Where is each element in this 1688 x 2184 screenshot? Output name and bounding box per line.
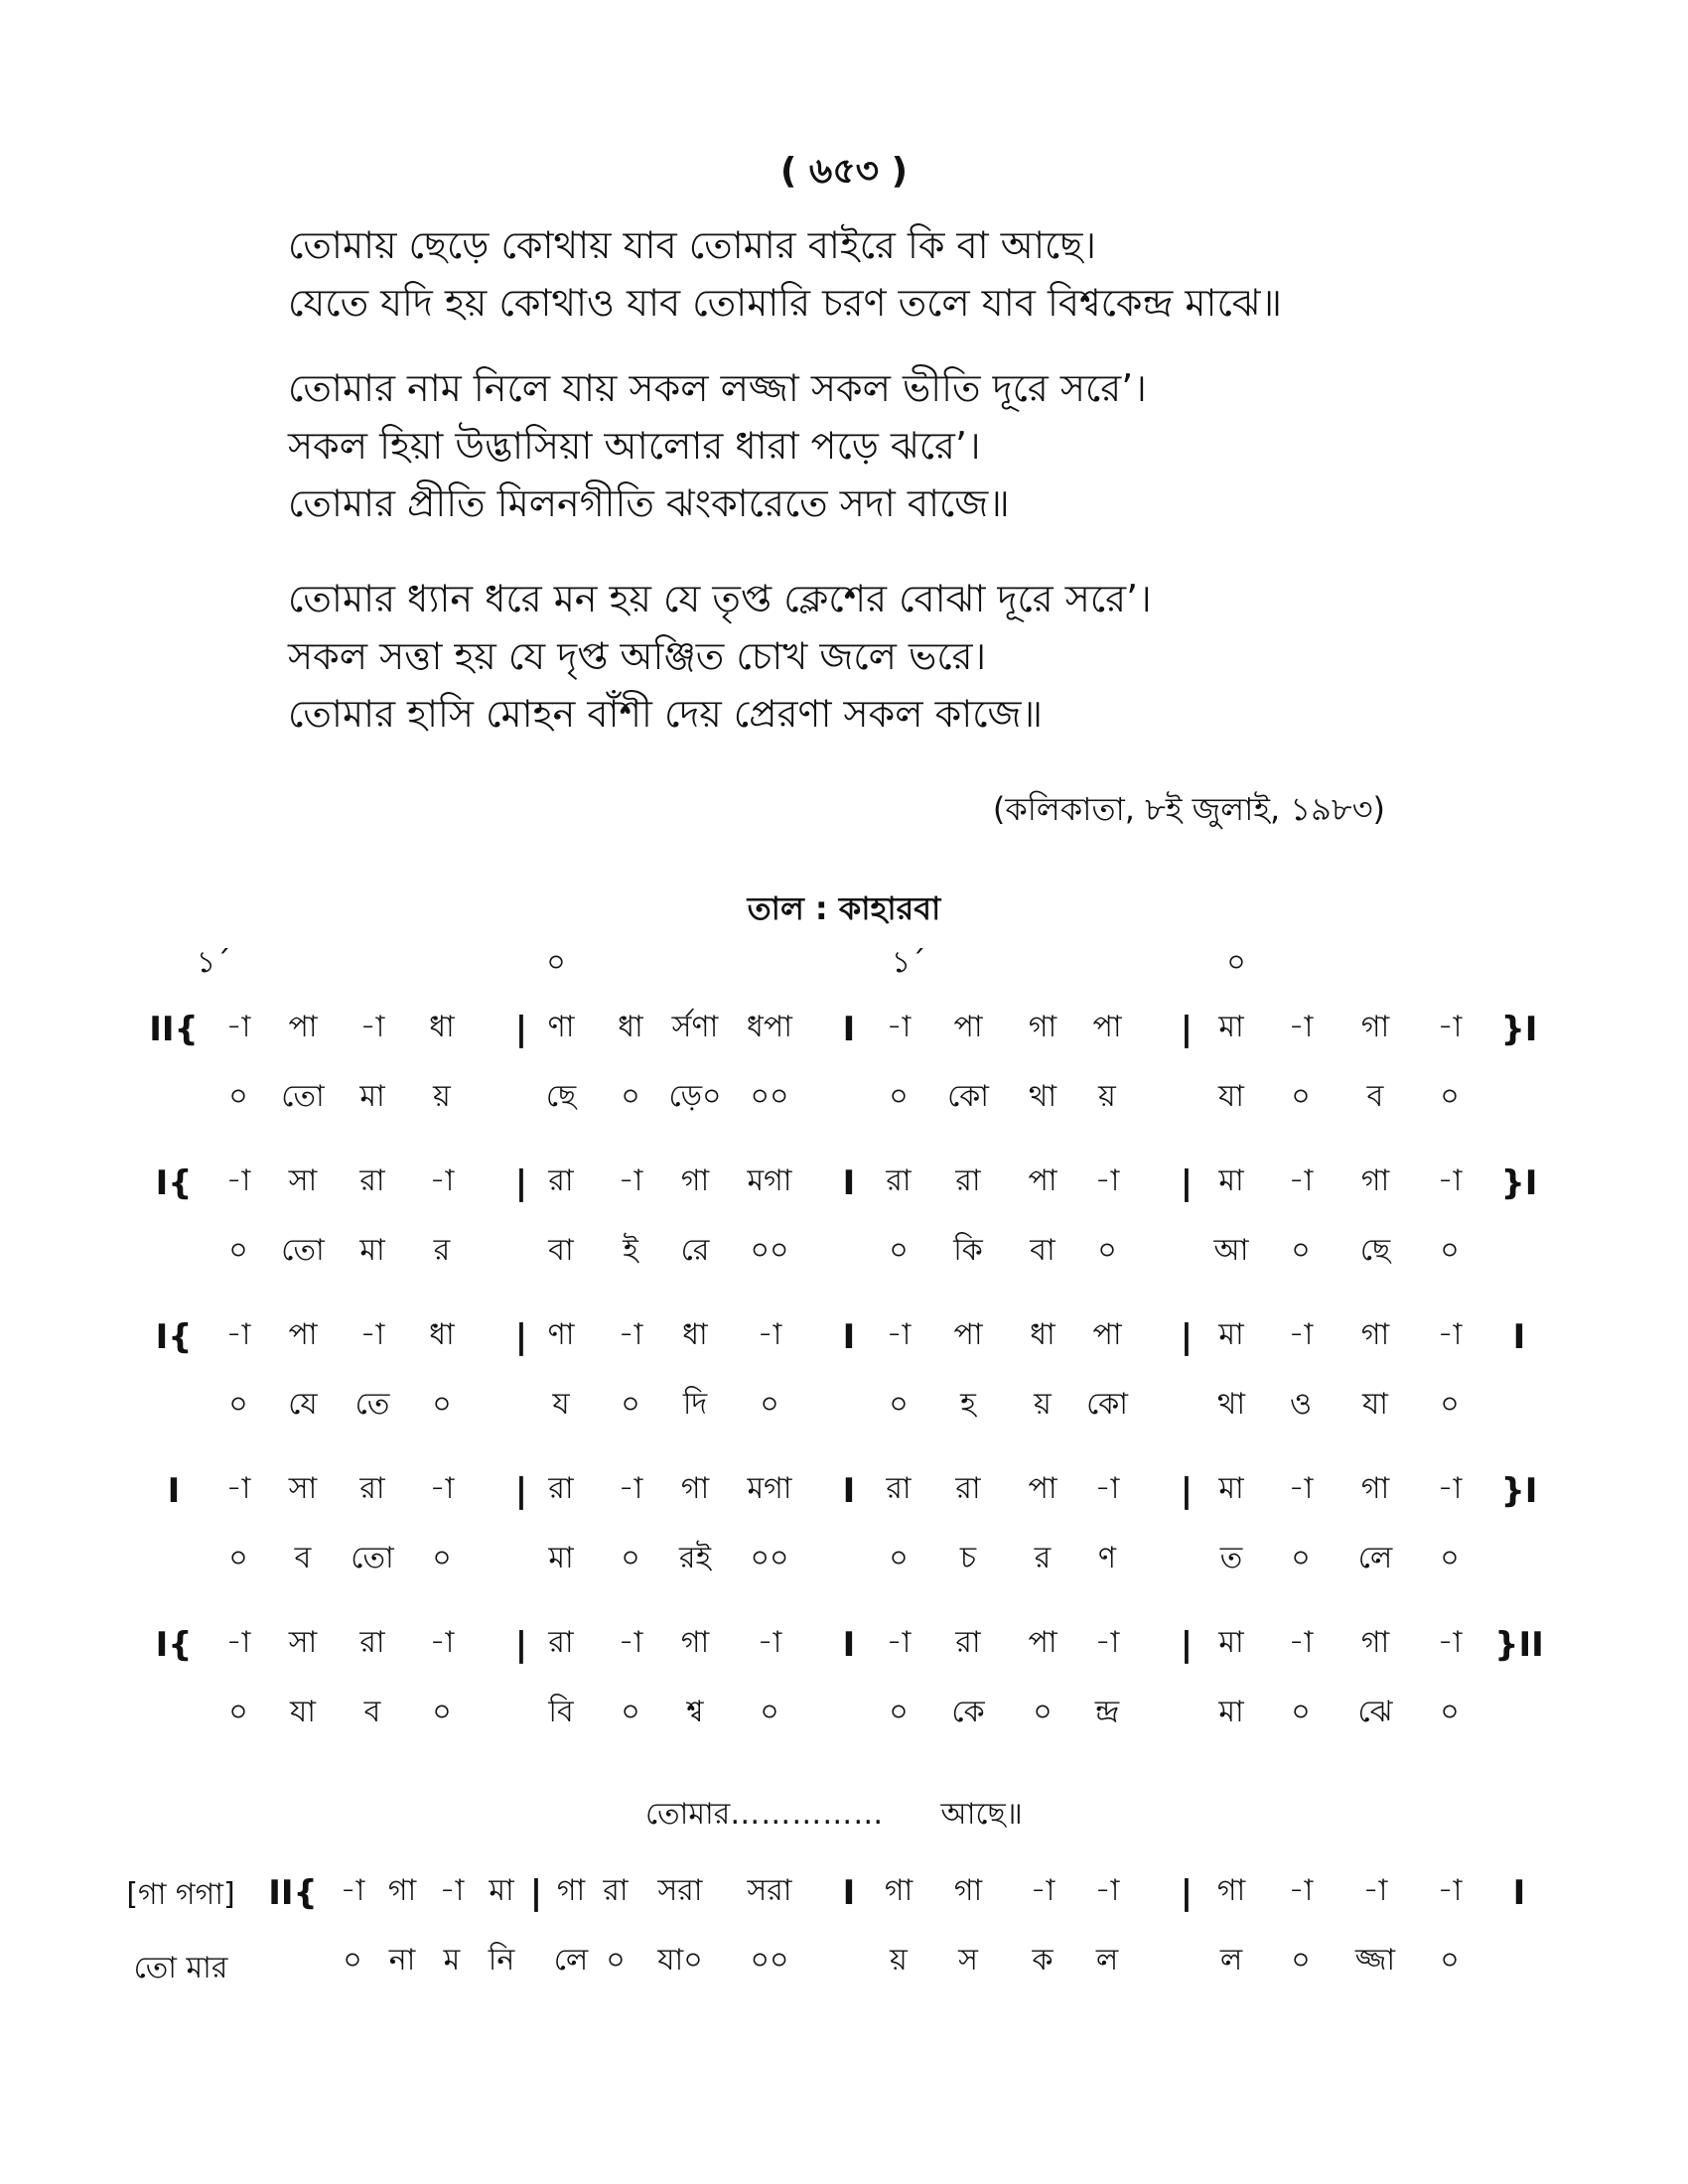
- note-cell: -া: [618, 1471, 643, 1506]
- note-cell: ণা: [547, 1317, 575, 1352]
- note-cell: -া: [1094, 1625, 1120, 1660]
- note-cell: -া: [757, 1625, 782, 1660]
- note-cell: রা: [548, 1163, 574, 1198]
- lyric-syllable: না: [388, 1943, 416, 1978]
- note-cell: -া: [886, 1317, 912, 1352]
- bar-separator: I: [842, 1163, 856, 1203]
- note-cell: গা: [884, 1873, 914, 1908]
- note-cell: -া: [618, 1163, 643, 1198]
- beat-mark: ০: [546, 945, 566, 980]
- verse-line: সকল হিয়া উদ্ভাসিয়া আলোর ধারা পড়ে ঝরে’।: [288, 424, 981, 468]
- note-cell: গা: [680, 1471, 710, 1506]
- note-cell: -া: [1094, 1471, 1120, 1506]
- lyric-syllable: ০: [621, 1695, 640, 1729]
- start-barline: I{: [155, 1625, 193, 1665]
- bar-separator: |: [514, 1625, 528, 1665]
- end-barline: }I: [1500, 1471, 1538, 1511]
- lyric-syllable: জ্জা: [1354, 1943, 1396, 1978]
- refrain-dots: ……………: [730, 1797, 885, 1832]
- lyric-syllable: ব: [294, 1541, 312, 1575]
- lyric-syllable: কি: [953, 1233, 983, 1268]
- note-cell: মা: [489, 1873, 514, 1908]
- lyric-syllable: ০: [343, 1943, 362, 1978]
- lyric-syllable: ম: [443, 1943, 461, 1978]
- note-cell: -া: [1288, 1317, 1314, 1352]
- lyric-syllable: ০: [1291, 1695, 1311, 1729]
- lyric-syllable: থা: [1216, 1387, 1246, 1422]
- note-cell: -া: [359, 1317, 385, 1352]
- note-cell: সরা: [747, 1873, 792, 1908]
- note-cell: -া: [1437, 1873, 1463, 1908]
- note-cell: -া: [1362, 1873, 1388, 1908]
- refrain-start: তোমার: [645, 1797, 731, 1832]
- lyric-syllable: লে: [553, 1943, 589, 1978]
- note-cell: -া: [1437, 1010, 1463, 1044]
- note-cell: গা: [1360, 1163, 1390, 1198]
- note-cell: মগা: [747, 1163, 792, 1198]
- verse-line: সকল সত্তা হয় যে দৃপ্ত অঞ্জিত চোখ জলে ভরে।: [288, 634, 987, 678]
- note-cell: রা: [886, 1163, 912, 1198]
- lyric-syllable: রে: [680, 1233, 710, 1268]
- colophon: (কলিকাতা, ৮ই জুলাই, ১৯৮৩): [992, 790, 1385, 828]
- note-cell: সরা: [657, 1873, 703, 1908]
- lyric-syllable: ০: [1440, 1079, 1460, 1114]
- note-cell: গা: [1216, 1873, 1246, 1908]
- lyric-syllable: ক: [1032, 1943, 1054, 1978]
- note-cell: পা: [953, 1010, 983, 1044]
- lyric-syllable: ঝে: [1357, 1695, 1393, 1729]
- note-cell: ধা: [429, 1317, 455, 1352]
- lyric-syllable: ০: [228, 1695, 248, 1729]
- bar-separator: |: [1180, 1317, 1194, 1357]
- end-barline: I: [1512, 1317, 1526, 1357]
- lyric-syllable: আ: [1213, 1233, 1249, 1268]
- note-cell: গা: [680, 1163, 710, 1198]
- note-cell: গা: [387, 1873, 417, 1908]
- bar-separator: |: [514, 1471, 528, 1511]
- beat-mark: ১´: [891, 945, 926, 980]
- lyric-syllable: ০: [889, 1541, 909, 1575]
- note-cell: পা: [288, 1010, 318, 1044]
- note-cell: -া: [225, 1163, 251, 1198]
- lyric-syllable: ০: [1440, 1943, 1460, 1978]
- lyric-syllable: তো: [351, 1541, 394, 1575]
- note-cell: রা: [359, 1163, 385, 1198]
- lyric-syllable: ল: [1219, 1943, 1243, 1978]
- lyric-syllable: বা: [548, 1233, 574, 1268]
- refrain-line: [645, 1790, 1023, 1841]
- lyric-syllable: ০: [621, 1079, 640, 1114]
- note-cell: -া: [429, 1471, 455, 1506]
- note-cell: গা: [1360, 1471, 1390, 1506]
- note-cell: -া: [1288, 1163, 1314, 1198]
- note-cell: -া: [1437, 1317, 1463, 1352]
- bar-separator: |: [514, 1163, 528, 1203]
- note-cell: রা: [955, 1625, 981, 1660]
- lyric-syllable: ০: [1033, 1695, 1053, 1729]
- note-cell: -া: [225, 1010, 251, 1044]
- bar-separator: |: [529, 1873, 543, 1913]
- bar-separator: |: [1180, 1471, 1194, 1511]
- lyric-syllable: ০: [889, 1079, 909, 1114]
- note-cell: রা: [548, 1471, 574, 1506]
- bar-separator: |: [1180, 1625, 1194, 1665]
- lyric-syllable: মা: [548, 1541, 574, 1575]
- lyric-syllable: ০: [1440, 1387, 1460, 1422]
- lyric-syllable: মা: [1218, 1695, 1244, 1729]
- lyric-syllable: কে: [951, 1695, 985, 1729]
- note-cell: ধা: [682, 1317, 708, 1352]
- note-cell: র্সণা: [671, 1010, 719, 1044]
- lyric-syllable: ০: [228, 1079, 248, 1114]
- lyric-syllable: ই: [623, 1233, 638, 1268]
- lyric-syllable: ০: [1440, 1541, 1460, 1575]
- note-cell: -া: [618, 1317, 643, 1352]
- tala-heading: তাল : কাহারবা: [747, 889, 941, 927]
- note-cell: -া: [1288, 1010, 1314, 1044]
- lyric-syllable: ল: [1095, 1943, 1119, 1978]
- start-barline: I{: [155, 1317, 193, 1357]
- lyric-syllable: য়: [890, 1943, 908, 1978]
- lyric-syllable: রই: [678, 1541, 712, 1575]
- lyric-syllable: ছে: [1359, 1233, 1391, 1268]
- note-cell: রা: [548, 1625, 574, 1660]
- lyric-syllable: ০: [228, 1233, 248, 1268]
- lyric-syllable: ০০: [750, 1541, 789, 1575]
- lyric-syllable: ব: [1366, 1079, 1384, 1114]
- lyric-syllable: ০: [760, 1387, 779, 1422]
- note-cell: সা: [288, 1625, 318, 1660]
- lyric-syllable: চ: [959, 1541, 977, 1575]
- end-barline: I: [1512, 1873, 1526, 1913]
- lyric-syllable: শ্ব: [686, 1695, 704, 1729]
- note-cell: মগা: [747, 1471, 792, 1506]
- note-cell: পা: [1092, 1010, 1122, 1044]
- lyric-syllable: ০: [1440, 1695, 1460, 1729]
- lyric-syllable: ০: [889, 1695, 909, 1729]
- note-cell: ধা: [618, 1010, 643, 1044]
- note-cell: -া: [1288, 1471, 1314, 1506]
- note-cell: -া: [886, 1010, 912, 1044]
- note-cell: গা: [680, 1625, 710, 1660]
- note-cell: গা: [953, 1873, 983, 1908]
- note-cell: -া: [225, 1471, 251, 1506]
- lyric-syllable: যা: [1362, 1387, 1388, 1422]
- lyric-syllable: ০: [228, 1387, 248, 1422]
- note-cell: ধা: [1030, 1317, 1055, 1352]
- note-cell: গা: [1028, 1010, 1057, 1044]
- bar-separator: I: [842, 1625, 856, 1665]
- verse-line: তোমার নাম নিলে যায় সকল লজ্জা সকল ভীতি দূরে সরে’।: [288, 366, 1147, 410]
- bar-separator: |: [514, 1317, 528, 1357]
- note-cell: -া: [1030, 1873, 1055, 1908]
- note-cell: -া: [225, 1625, 251, 1660]
- note-cell: -া: [1288, 1625, 1314, 1660]
- note-cell: পা: [953, 1317, 983, 1352]
- start-barline: II{: [149, 1010, 199, 1049]
- note-cell: ধপা: [747, 1010, 792, 1044]
- note-cell: -া: [886, 1625, 912, 1660]
- lyric-syllable: য়: [1034, 1387, 1052, 1422]
- lyric-syllable: ০: [1291, 1233, 1311, 1268]
- verse-3: [288, 577, 1579, 752]
- note-cell: -া: [757, 1317, 782, 1352]
- note-cell: মা: [1218, 1163, 1244, 1198]
- note-cell: ণা: [547, 1010, 575, 1044]
- page-number: ( ৬৫৩ ): [779, 151, 909, 192]
- note-cell: -া: [1288, 1873, 1314, 1908]
- lyric-syllable: থা: [1028, 1079, 1057, 1114]
- note-cell: রা: [359, 1471, 385, 1506]
- lyric-syllable: র: [433, 1233, 451, 1268]
- start-barline: I: [167, 1471, 181, 1511]
- prefix-notes: [গা গগা]: [126, 1877, 235, 1912]
- lyric-syllable: ০০: [750, 1943, 789, 1978]
- verse-line: তোমার প্রীতি মিলনগীতি ঝংকারেতে সদা বাজে॥: [288, 481, 1010, 525]
- lyric-syllable: দি: [682, 1387, 708, 1422]
- start-barline: I{: [155, 1163, 193, 1203]
- lyric-syllable: ০০: [750, 1079, 789, 1114]
- bar-separator: I: [842, 1873, 856, 1913]
- note-cell: -া: [359, 1010, 385, 1044]
- lyric-syllable: ০: [1097, 1233, 1117, 1268]
- note-cell: পা: [1092, 1317, 1122, 1352]
- lyric-syllable: ন্দ্র: [1094, 1695, 1120, 1729]
- bar-separator: |: [514, 1010, 528, 1049]
- lyric-syllable: ০: [228, 1541, 248, 1575]
- lyric-syllable: ০০: [750, 1233, 789, 1268]
- refrain-end: আছে॥: [940, 1797, 1023, 1832]
- lyric-syllable: কো: [1086, 1387, 1128, 1422]
- verse-line: তোমার ধ্যান ধরে মন হয় যে তৃপ্ত ক্লেশের বোঝা দূরে সরে’।: [288, 577, 1152, 620]
- lyric-syllable: ০: [760, 1695, 779, 1729]
- note-cell: -া: [439, 1873, 465, 1908]
- lyric-syllable: বা: [1030, 1233, 1055, 1268]
- bar-separator: |: [1180, 1010, 1194, 1049]
- note-cell: -া: [1094, 1163, 1120, 1198]
- bar-separator: I: [842, 1010, 856, 1049]
- bar-separator: |: [1180, 1873, 1194, 1913]
- lyric-syllable: ছে: [545, 1079, 577, 1114]
- note-cell: মা: [1218, 1010, 1244, 1044]
- lyric-syllable: ব: [363, 1695, 381, 1729]
- end-barline: }I: [1500, 1010, 1538, 1049]
- note-cell: -া: [618, 1625, 643, 1660]
- bar-separator: I: [842, 1317, 856, 1357]
- lyric-syllable: তো: [281, 1233, 325, 1268]
- lyric-syllable: যা: [290, 1695, 316, 1729]
- lyric-syllable: যা০: [657, 1943, 703, 1978]
- note-cell: -া: [1094, 1873, 1120, 1908]
- note-cell: রা: [955, 1471, 981, 1506]
- lyric-syllable: বি: [548, 1695, 574, 1729]
- lyric-syllable: ও: [1289, 1387, 1313, 1422]
- lyric-syllable: তে: [354, 1387, 390, 1422]
- lyric-syllable: ০: [889, 1233, 909, 1268]
- note-cell: ধা: [429, 1010, 455, 1044]
- bar-separator: |: [1180, 1163, 1194, 1203]
- beat-mark: ০: [1226, 945, 1246, 980]
- note-cell: -া: [225, 1317, 251, 1352]
- note-cell: -া: [1437, 1625, 1463, 1660]
- note-cell: মা: [1218, 1625, 1244, 1660]
- lyric-syllable: ণ: [1097, 1541, 1117, 1575]
- bar-separator: I: [842, 1471, 856, 1511]
- lyric-syllable: স: [958, 1943, 978, 1978]
- note-cell: পা: [1028, 1625, 1057, 1660]
- lyric-syllable: ০: [432, 1387, 452, 1422]
- lyric-syllable: ০: [621, 1387, 640, 1422]
- lyric-syllable: ০: [1291, 1541, 1311, 1575]
- note-cell: গা: [1360, 1010, 1390, 1044]
- note-cell: মা: [1218, 1471, 1244, 1506]
- verse-line: তোমায় ছেড়ে কোথায় যাব তোমার বাইরে কি বা আছে।: [288, 223, 1096, 267]
- lyric-syllable: মা: [359, 1079, 385, 1114]
- lyric-syllable: নি: [488, 1943, 515, 1978]
- lyric-syllable: য়: [433, 1079, 451, 1114]
- note-cell: -া: [429, 1625, 455, 1660]
- lyric-syllable: ০: [432, 1695, 452, 1729]
- note-cell: -া: [1437, 1471, 1463, 1506]
- lyric-syllable: ০: [432, 1541, 452, 1575]
- note-cell: গা: [1360, 1317, 1390, 1352]
- lyric-syllable: ০: [889, 1387, 909, 1422]
- note-cell: সা: [288, 1471, 318, 1506]
- lyric-syllable: ০: [606, 1943, 626, 1978]
- lyric-syllable: হ: [960, 1387, 976, 1422]
- note-cell: পা: [1028, 1471, 1057, 1506]
- note-cell: রা: [359, 1625, 385, 1660]
- lyric-syllable: যে: [288, 1387, 318, 1422]
- lyric-syllable: ড়ে০: [668, 1079, 722, 1114]
- note-cell: রা: [603, 1873, 629, 1908]
- note-cell: সা: [288, 1163, 318, 1198]
- verse-line: তোমার হাসি মোহন বাঁশী দেয় প্রেরণা সকল কাজে॥: [288, 692, 1044, 736]
- verse-1: [288, 223, 1579, 341]
- beat-mark: ১´: [196, 945, 231, 980]
- lyric-syllable: ০: [621, 1541, 640, 1575]
- lyric-syllable: যা: [1218, 1079, 1244, 1114]
- lyric-syllable: লে: [1357, 1541, 1393, 1575]
- lyric-syllable: র: [1034, 1541, 1052, 1575]
- end-barline: }I: [1500, 1163, 1538, 1203]
- lyric-syllable: কো: [947, 1079, 989, 1114]
- lyric-syllable: ত: [1219, 1541, 1243, 1575]
- note-cell: পা: [288, 1317, 318, 1352]
- note-cell: মা: [1218, 1317, 1244, 1352]
- end-barline: }II: [1494, 1625, 1544, 1665]
- note-cell: -া: [429, 1163, 455, 1198]
- note-cell: -া: [1437, 1163, 1463, 1198]
- lyric-syllable: তো: [281, 1079, 325, 1114]
- note-cell: রা: [955, 1163, 981, 1198]
- note-cell: পা: [1028, 1163, 1057, 1198]
- verse-line: যেতে যদি হয় কোথাও যাব তোমারি চরণ তলে যাব বিশ্বকেন্দ্র মাঝে॥: [288, 281, 1282, 325]
- lyric-syllable: য়: [1098, 1079, 1116, 1114]
- start-barline: II{: [268, 1873, 318, 1913]
- prefix-lyrics: তো মার: [133, 1951, 228, 1985]
- note-cell: রা: [886, 1471, 912, 1506]
- note-cell: -া: [340, 1873, 365, 1908]
- lyric-syllable: ০: [1440, 1233, 1460, 1268]
- lyric-syllable: য: [552, 1387, 570, 1422]
- lyric-syllable: ০: [1291, 1943, 1311, 1978]
- lyric-syllable: মা: [359, 1233, 385, 1268]
- lyric-syllable: ০: [1291, 1079, 1311, 1114]
- note-cell: গা: [1360, 1625, 1390, 1660]
- note-cell: গা: [556, 1873, 586, 1908]
- verse-2: [288, 366, 1579, 542]
